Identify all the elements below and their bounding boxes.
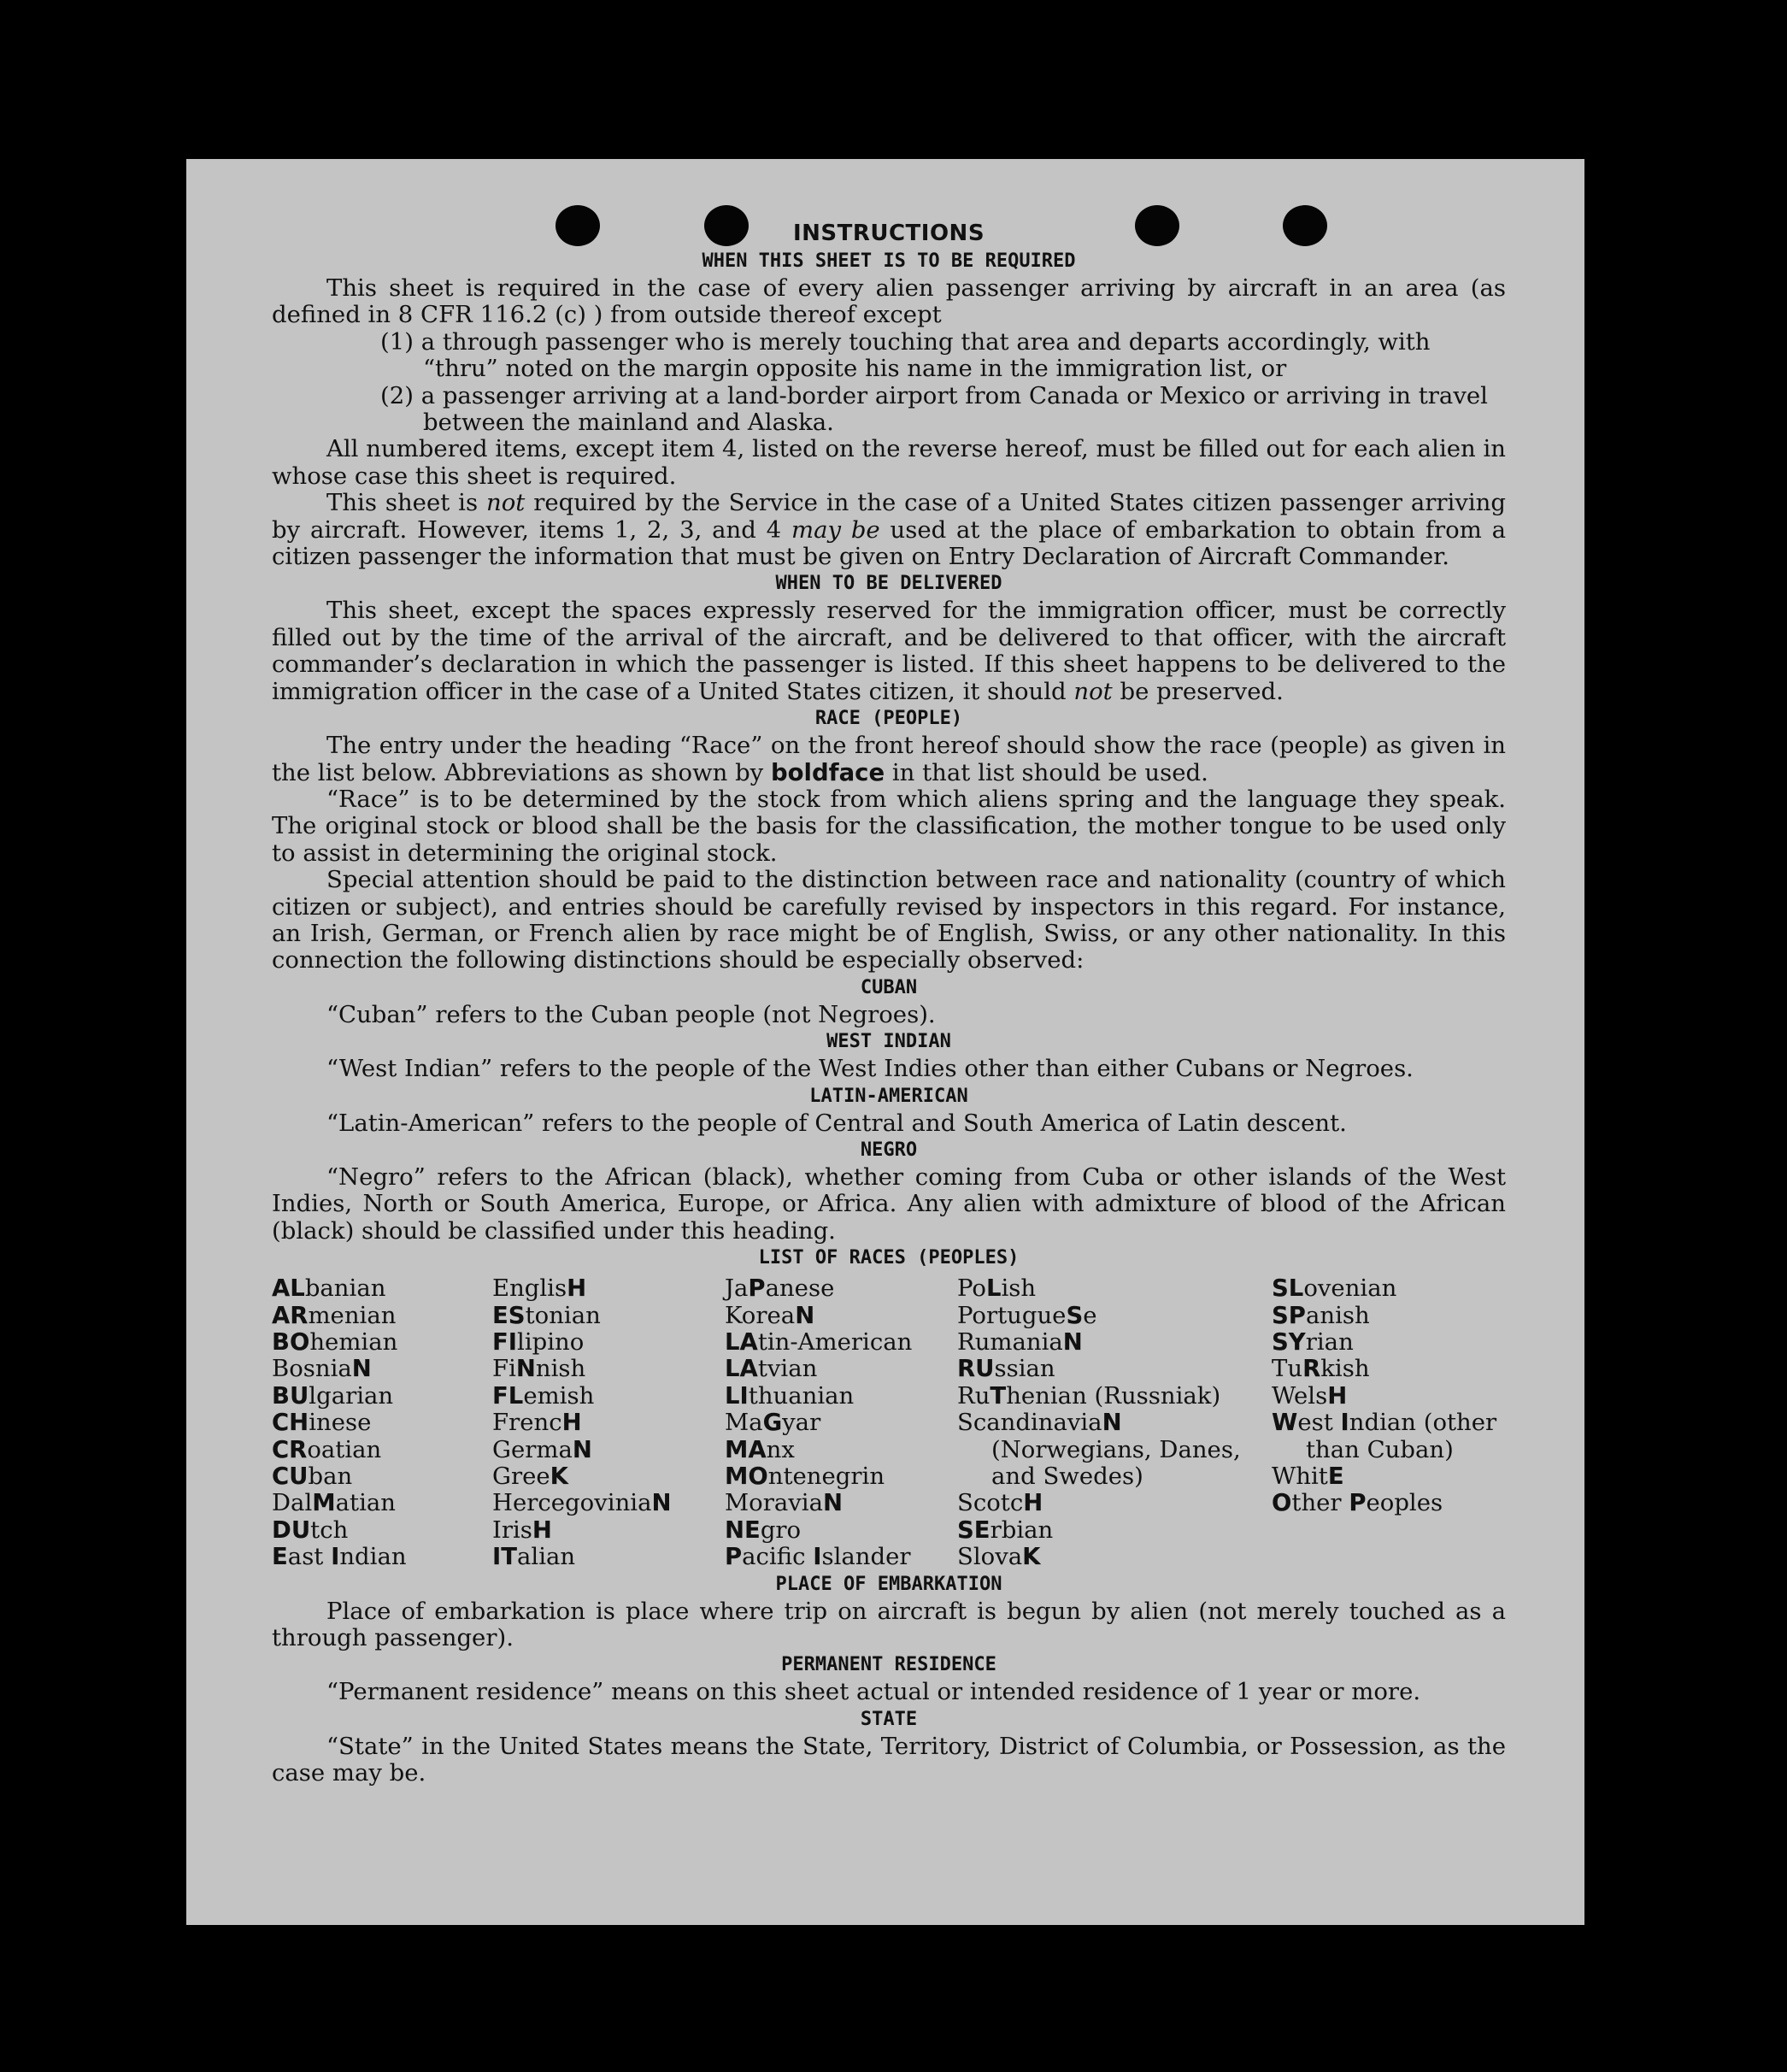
race-item: WhitE [1272,1463,1344,1491]
race-item: MaGyar [725,1409,821,1437]
race-item: FrencH [492,1409,582,1437]
race-item: MOntenegrin [725,1463,885,1491]
paragraph: “Race” is to be determined by the stock from which aliens spring and the language they speak. The original stock or blood shall be the basis for the classification, the mother tongue to be used only to assist in determining the original stock. [272,785,1506,867]
paragraph: Place of embarkation is place where trip on aircraft is begun by alien (not merely touched as a through passenger). [272,1597,1506,1652]
race-item: NEgro [725,1516,802,1544]
race-item: ScotcH [957,1489,1043,1517]
paragraph: “Cuban” refers to the Cuban people (not Negroes). [326,1000,936,1028]
race-item: GreeK [492,1463,568,1491]
heading-embarkation: PLACE OF EMBARKATION [775,1573,1002,1595]
paragraph: “Permanent residence” means on this sheet actual or intended residence of 1 year or more. [326,1678,1421,1706]
race-column [1272,1275,1506,1570]
race-item: CRoatian [272,1435,382,1463]
paragraph: “Latin-American” refers to the people of Central and South America of Latin descent. [326,1109,1347,1137]
paragraph: All numbered items, except item 4, listed on the reverse hereof, must be filled out for each alien in whose case this sheet is required. [272,435,1506,490]
race-item: MoraviaN [725,1489,843,1517]
race-item: LAtin-American [725,1328,913,1356]
race-item: LAtvian [725,1355,818,1383]
race-item: FIlipino [492,1328,585,1356]
page-title: INSTRUCTIONS [792,221,985,246]
race-item: GermaN [492,1435,592,1463]
race-item: PortugueSe [957,1301,1097,1329]
race-item: LIthuanian [725,1381,855,1410]
paragraph: “West Indian” refers to the people of the West Indies other than either Cubans or Negroes. [326,1055,1414,1083]
heading-cuban: CUBAN [860,976,918,998]
race-item: ALbanian [272,1274,386,1303]
race-item: BOhemian [272,1328,398,1356]
race-item: SErbian [957,1516,1054,1544]
race-item: Pacific Islander [725,1543,911,1571]
instructions-content [272,219,1506,1787]
heading-latin-american: LATIN-AMERICAN [809,1085,968,1107]
race-item: ScandinaviaN (Norwegians, Danes, and Swedes) [957,1409,1241,1491]
paragraph: The entry under the heading “Race” on the front hereof should show the race (people) as given in the list below. Abbreviations as shown by boldface in that list should be used. [272,732,1506,786]
race-item: IrisH [492,1516,552,1544]
race-item: KoreaN [725,1301,815,1329]
race-item: SYrian [1272,1328,1354,1356]
race-item: SPanish [1272,1301,1370,1329]
races-list [272,1275,1506,1570]
race-item: BosniaN [272,1355,372,1383]
race-column [957,1275,1272,1570]
race-item: JaPanese [725,1274,835,1303]
race-item: RumaniaN [957,1328,1083,1356]
heading-list-of-races: LIST OF RACES (PEOPLES) [758,1247,1020,1269]
race-item: ARmenian [272,1301,397,1329]
list-item: (1) a through passenger who is merely touching that area and departs accordingly, with “thru” noted on the margin opposite his name in the immigration list, or [380,327,1431,383]
race-item: BUlgarian [272,1381,394,1410]
paragraph: “Negro” refers to the African (black), whether coming from Cuba or other islands of the West Indies, North or South America, Europe, or Africa. Any alien with admixture of blood of the African (black) should be classified under this heading. [272,1163,1506,1245]
heading-west-indian: WEST INDIAN [826,1031,951,1053]
paragraph: “State” in the United States means the State, Territory, District of Columbia, or Possession, as the case may be. [272,1732,1506,1787]
race-item: CUban [272,1463,353,1491]
race-item: West Indian (other than Cuban) [1272,1409,1497,1463]
race-item: CHinese [272,1409,372,1437]
heading-state: STATE [860,1708,918,1730]
race-item: RUssian [957,1355,1055,1383]
heading-negro: NEGRO [860,1139,918,1161]
race-item: WelsH [1272,1381,1348,1410]
paragraph: This sheet is not required by the Service in the case of a United States citizen passenger arriving by aircraft. However, items 1, 2, 3, and 4 may be used at the place of embarkation to obtain from a citizen passenger the information that must be given on Entry Declaration of Aircraft Commander. [272,489,1506,571]
race-item: East Indian [272,1543,407,1571]
paragraph: This sheet is required in the case of every alien passenger arriving by aircraft in an area (as defined in 8 CFR 116.2 (c) ) from outside thereof except [272,274,1506,329]
race-item: Other Peoples [1272,1489,1443,1517]
race-item: RuThenian (Russniak) [957,1381,1221,1410]
race-item: PoLish [957,1274,1037,1303]
heading-when-delivered: WHEN TO BE DELIVERED [775,573,1002,595]
race-item: TuRkish [1272,1355,1370,1383]
race-item: DUtch [272,1516,349,1544]
race-item: FLemish [492,1381,595,1410]
race-column [725,1275,957,1570]
race-item: MAnx [725,1435,795,1463]
heading-race: RACE (PEOPLE) [814,708,963,730]
document-sheet [186,159,1584,1925]
race-item: SlovaK [957,1543,1041,1571]
race-item: HercegoviniaN [492,1489,672,1517]
race-item: SLovenian [1272,1274,1397,1303]
race-column [492,1275,725,1570]
race-item: FiNnish [492,1355,586,1383]
paragraph: This sheet, except the spaces expressly reserved for the immigration officer, must be correctly filled out by the time of the arrival of the aircraft, and be delivered to that officer, with the aircraft commander’s declaration in which the passenger is listed. If this sheet happens to be delivered to the immigration officer in the case of a United States citizen, it should not be preserved. [272,597,1506,705]
list-item: (2) a passenger arriving at a land-border airport from Canada or Mexico or arriving in travel between the mainland and Alaska. [380,381,1488,437]
paragraph: Special attention should be paid to the distinction between race and nationality (country of which citizen or subject), and entries should be carefully revised by inspectors in this regard. For instance, an Irish, German, or French alien by race might be of English, Swiss, or any other nationality. In this connection the following distinctions should be especially observed: [272,866,1506,974]
race-item: ITalian [492,1543,576,1571]
race-column [272,1275,492,1570]
race-item: EStonian [492,1301,601,1329]
heading-when-required: WHEN THIS SHEET IS TO BE REQUIRED [702,250,1076,272]
race-item: EnglisH [492,1274,587,1303]
heading-residence: PERMANENT RESIDENCE [781,1654,996,1676]
race-item: DalMatian [272,1489,396,1517]
